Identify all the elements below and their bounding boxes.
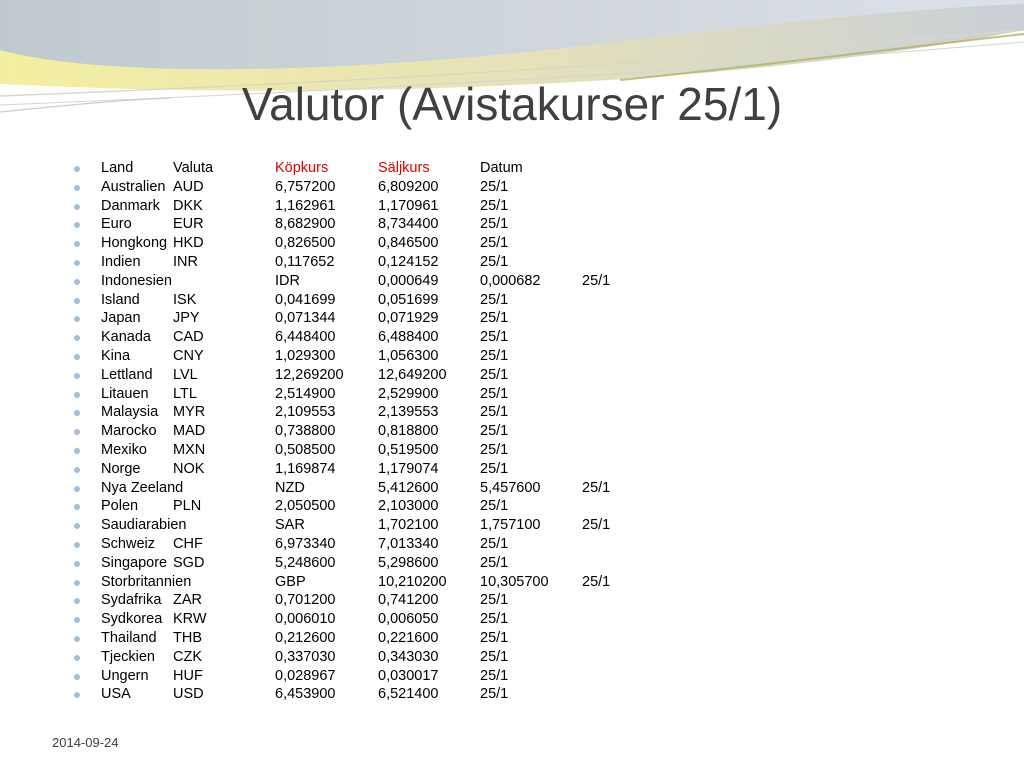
table-cell: 25/1: [480, 460, 509, 477]
table-cell: Nya Zeeland: [101, 479, 184, 496]
table-cell: Danmark: [101, 197, 160, 214]
table-cell: 5,457600: [480, 479, 541, 496]
table-cell: 6,453900: [275, 686, 336, 703]
table-cell: USD: [173, 686, 204, 703]
bullet-icon: [74, 222, 80, 228]
table-cell: LTL: [173, 385, 197, 402]
bullet-icon: [74, 655, 80, 661]
table-cell: Australien: [101, 178, 166, 195]
table-cell: 0,508500: [275, 441, 336, 458]
table-cell: 0,738800: [275, 423, 336, 440]
table-cell: 0,343030: [378, 648, 439, 665]
table-cell: 25/1: [480, 253, 509, 270]
bullet-icon: [74, 373, 80, 379]
table-cell: Island: [101, 291, 140, 308]
slide-title: Valutor (Avistakurser 25/1): [241, 78, 783, 130]
table-cell: 6,448400: [275, 329, 336, 346]
table-cell: MAD: [173, 423, 206, 440]
bullet-icon: [74, 241, 80, 247]
table-cell: Thailand: [101, 629, 157, 646]
table-cell: 2,139553: [378, 404, 439, 421]
table-cell: 25/1: [480, 441, 509, 458]
table-cell: 25/1: [582, 573, 611, 590]
table-cell: CZK: [173, 648, 202, 665]
table-cell: 25/1: [480, 629, 509, 646]
bullet-icon: [74, 580, 80, 586]
table-cell: Japan: [101, 310, 141, 327]
bullet-icon: [74, 410, 80, 416]
table-cell: 25/1: [480, 385, 509, 402]
table-cell: 10,305700: [480, 573, 549, 590]
table-cell: 25/1: [480, 347, 509, 364]
table-cell: 0,701200: [275, 592, 336, 609]
bullet-icon: [74, 260, 80, 266]
table-cell: Ungern: [101, 667, 149, 684]
bullet-icon: [74, 617, 80, 623]
table-cell: KRW: [173, 611, 207, 628]
bullet-icon: [74, 542, 80, 548]
table-cell: 25/1: [480, 648, 509, 665]
table-cell: 6,488400: [378, 329, 439, 346]
table-cell: Litauen: [101, 385, 149, 402]
table-cell: AUD: [173, 178, 204, 195]
table-cell: EUR: [173, 216, 204, 233]
table-cell: ISK: [173, 291, 197, 308]
bullet-icon: [74, 204, 80, 210]
table-cell: Sydkorea: [101, 611, 163, 628]
table-cell: 25/1: [582, 517, 611, 534]
table-cell: 0,000682: [480, 272, 541, 289]
table-cell: Kina: [101, 347, 131, 364]
table-cell: 6,973340: [275, 535, 336, 552]
table-cell: 2,050500: [275, 498, 336, 515]
table-cell: 25/1: [480, 423, 509, 440]
table-cell: Marocko: [101, 423, 157, 440]
table-cell: 0,051699: [378, 291, 439, 308]
table-cell: LVL: [173, 366, 198, 383]
table-cell: 25/1: [480, 535, 509, 552]
table-cell: Kanada: [101, 329, 151, 346]
table-cell: 25/1: [480, 197, 509, 214]
table-cell: 0,818800: [378, 423, 439, 440]
table-cell: Singapore: [101, 554, 168, 571]
header-cell: Köpkurs: [275, 160, 329, 176]
table-cell: 1,757100: [480, 517, 541, 534]
table-cell: Sydafrika: [101, 592, 162, 609]
table-cell: 0,030017: [378, 667, 439, 684]
table-cell: 1,029300: [275, 347, 336, 364]
table-cell: 1,169874: [275, 460, 336, 477]
table-cell: SAR: [275, 517, 305, 534]
table-cell: 0,124152: [378, 253, 439, 270]
table-cell: 6,521400: [378, 686, 439, 703]
table-cell: Hongkong: [101, 235, 168, 252]
table-cell: Polen: [101, 498, 139, 515]
table-cell: 0,117652: [275, 253, 335, 270]
table-cell: 6,757200: [275, 178, 336, 195]
table-cell: 2,103000: [378, 498, 439, 515]
bullet-icon: [74, 316, 80, 322]
table-cell: 0,028967: [275, 667, 336, 684]
bullet-icon: [74, 279, 80, 285]
bullet-icon: [74, 636, 80, 642]
table-cell: 25/1: [480, 498, 509, 515]
table-cell: 25/1: [480, 291, 509, 308]
table-cell: Indien: [101, 253, 141, 270]
header-cell: Säljkurs: [378, 160, 430, 176]
bullet-icon: [74, 448, 80, 454]
bullet-icon: [74, 429, 80, 435]
table-cell: 25/1: [480, 667, 509, 684]
table-cell: 25/1: [480, 554, 509, 571]
bullet-icon: [74, 504, 80, 510]
table-cell: 1,162961: [275, 197, 336, 214]
bullet-icon: [74, 523, 80, 529]
table-cell: 1,056300: [378, 347, 439, 364]
table-cell: 0,006050: [378, 611, 439, 628]
table-cell: 25/1: [480, 611, 509, 628]
table-cell: INR: [173, 253, 198, 270]
bullet-icon: [74, 166, 80, 172]
table-cell: HKD: [173, 235, 204, 252]
table-cell: CHF: [173, 535, 203, 552]
table-cell: 25/1: [480, 178, 509, 195]
table-cell: 12,269200: [275, 366, 344, 383]
table-cell: 25/1: [480, 310, 509, 327]
table-cell: Indonesien: [101, 272, 172, 289]
table-cell: NZD: [275, 479, 305, 496]
table-cell: SGD: [173, 554, 205, 571]
table-cell: 0,006010: [275, 611, 336, 628]
table-cell: 1,179074: [378, 460, 439, 477]
table-cell: 7,013340: [378, 535, 439, 552]
table-cell: 0,826500: [275, 235, 336, 252]
table-cell: 0,741200: [378, 592, 439, 609]
table-cell: 0,846500: [378, 235, 439, 252]
table-cell: 1,170961: [378, 197, 439, 214]
header-cell: Datum: [480, 160, 523, 176]
bullet-icon: [74, 392, 80, 398]
table-cell: PLN: [173, 498, 202, 515]
table-cell: 10,210200: [378, 573, 447, 590]
table-cell: THB: [173, 629, 202, 646]
table-cell: NOK: [173, 460, 205, 477]
table-cell: 0,041699: [275, 291, 336, 308]
table-cell: 25/1: [480, 592, 509, 609]
table-cell: 25/1: [582, 272, 611, 289]
footer-date: 2014-09-24: [52, 735, 119, 750]
table-cell: USA: [101, 686, 131, 703]
table-cell: Tjeckien: [101, 648, 155, 665]
table-cell: 0,071929: [378, 310, 439, 327]
header-cell: Valuta: [173, 160, 214, 176]
table-cell: 0,071344: [275, 310, 336, 327]
table-cell: Mexiko: [101, 441, 147, 458]
table-cell: HUF: [173, 667, 203, 684]
bullet-icon: [74, 692, 80, 698]
table-cell: Euro: [101, 216, 132, 233]
table-cell: CAD: [173, 329, 204, 346]
bullet-icon: [74, 298, 80, 304]
bullet-icon: [74, 598, 80, 604]
table-cell: 25/1: [480, 235, 509, 252]
table-cell: 25/1: [582, 479, 611, 496]
table-cell: Norge: [101, 460, 141, 477]
table-cell: CNY: [173, 347, 204, 364]
table-cell: 25/1: [480, 404, 509, 421]
table-cell: Malaysia: [101, 404, 159, 421]
bullet-icon: [74, 185, 80, 191]
table-cell: 25/1: [480, 216, 509, 233]
table-cell: JPY: [173, 310, 200, 327]
table-cell: 6,809200: [378, 178, 439, 195]
table-cell: 25/1: [480, 366, 509, 383]
table-cell: 5,298600: [378, 554, 439, 571]
table-cell: 5,412600: [378, 479, 439, 496]
table-cell: ZAR: [173, 592, 202, 609]
table-cell: 12,649200: [378, 366, 447, 383]
table-cell: GBP: [275, 573, 306, 590]
bullet-icon: [74, 486, 80, 492]
bullet-icon: [74, 467, 80, 473]
table-cell: DKK: [173, 197, 203, 214]
bullet-icon: [74, 561, 80, 567]
table-cell: 5,248600: [275, 554, 336, 571]
header-cell: Land: [101, 160, 134, 176]
table-cell: 25/1: [480, 686, 509, 703]
table-cell: MXN: [173, 441, 206, 458]
bullet-icon: [74, 335, 80, 341]
table-cell: 8,734400: [378, 216, 439, 233]
table-cell: IDR: [275, 272, 300, 289]
bullet-icon: [74, 674, 80, 680]
table-cell: 2,529900: [378, 385, 439, 402]
table-cell: 8,682900: [275, 216, 336, 233]
table-cell: Lettland: [101, 366, 153, 383]
table-cell: 25/1: [480, 329, 509, 346]
table-cell: 0,221600: [378, 629, 439, 646]
table-cell: Saudiarabien: [101, 517, 187, 534]
table-cell: 0,337030: [275, 648, 336, 665]
table-cell: 0,212600: [275, 629, 336, 646]
table-cell: 2,514900: [275, 385, 336, 402]
table-cell: 2,109553: [275, 404, 336, 421]
table-cell: 1,702100: [378, 517, 439, 534]
table-cell: Schweiz: [101, 535, 155, 552]
table-cell: 0,519500: [378, 441, 439, 458]
table-cell: MYR: [173, 404, 206, 421]
table-cell: Storbritannien: [101, 573, 192, 590]
table-cell: 0,000649: [378, 272, 439, 289]
bullet-icon: [74, 354, 80, 360]
